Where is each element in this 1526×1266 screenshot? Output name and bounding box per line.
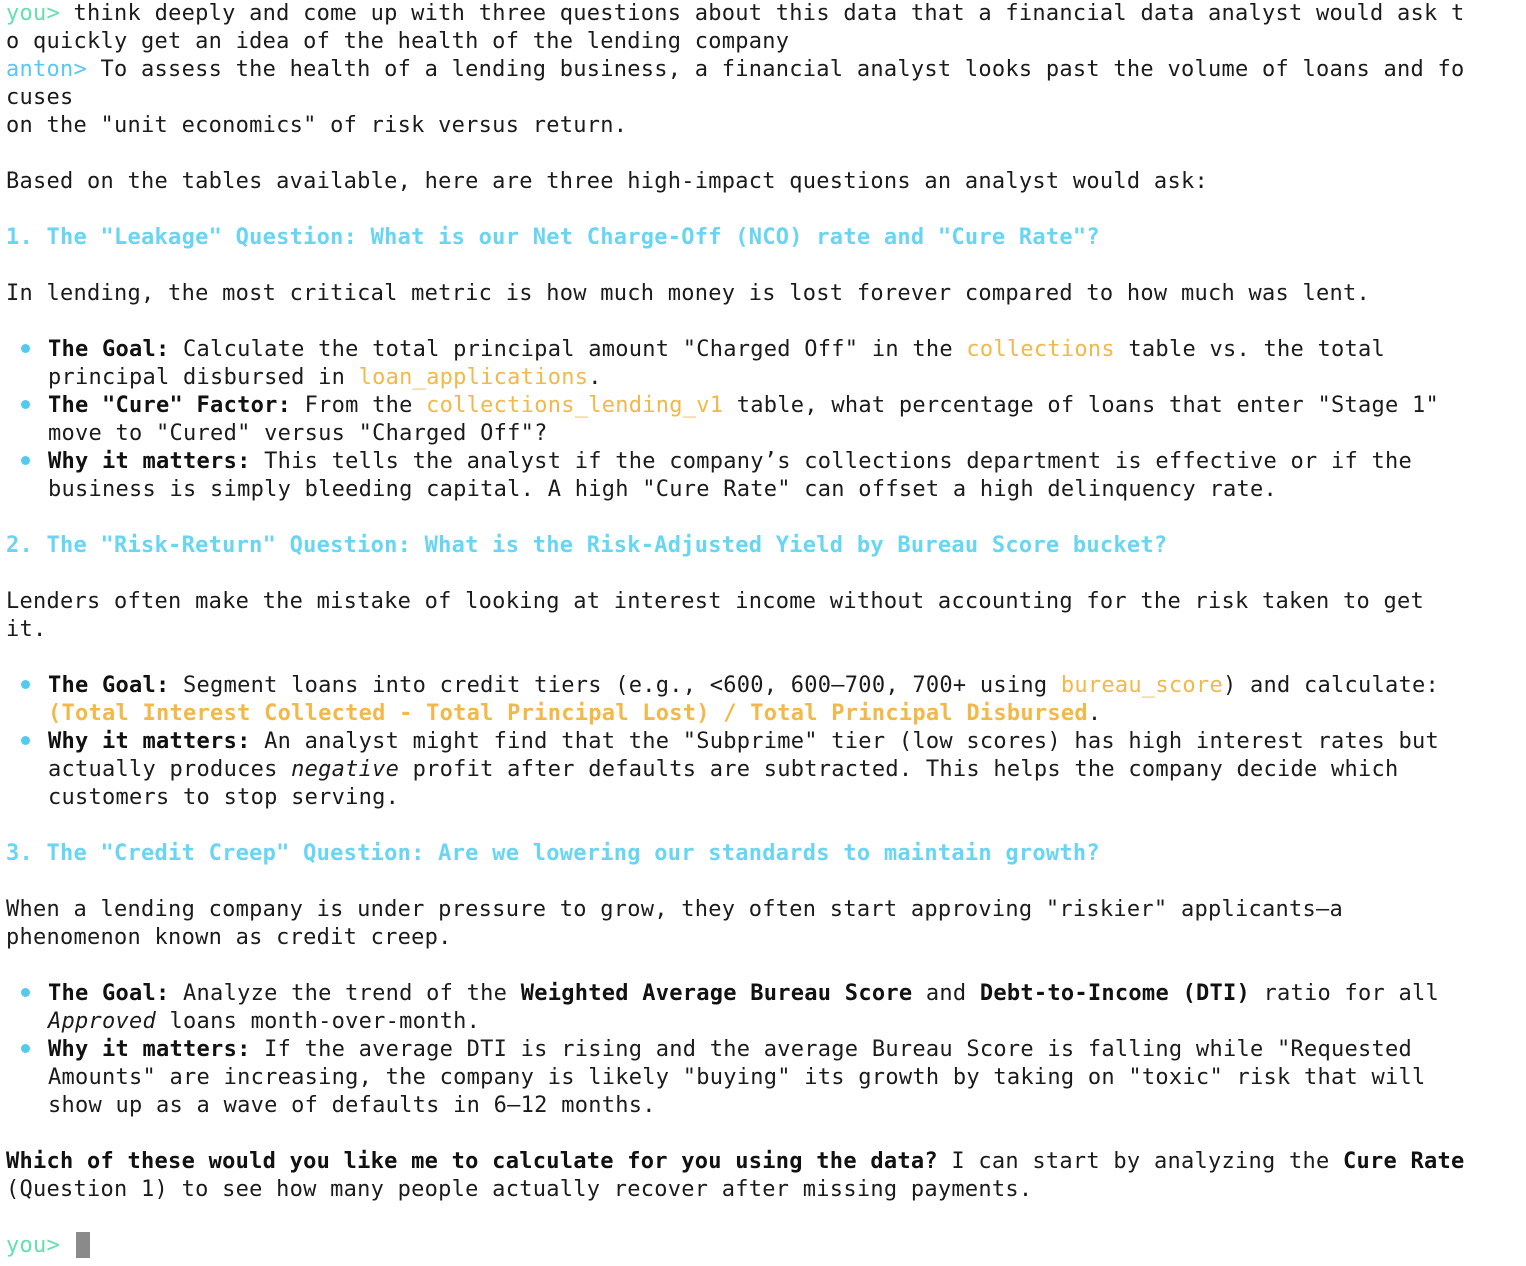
bullet-dot: [21, 988, 30, 997]
list-item-continuation: business is simply bleeding capital. A high "Cure Rate" can offset a high delinquency rate.: [48, 477, 1277, 502]
bullet-dot: [21, 344, 30, 353]
bullet-dot: [21, 680, 30, 689]
question-1-heading: 1. The "Leakage" Question: What is our Net Charge-Off (NCO) rate and "Cure Rate"?: [6, 225, 1100, 250]
user-message-line: you> think deeply and come up with three questions about this data that a financial data analyst would ask t: [6, 1, 1465, 26]
list-item-continuation: principal disbursed in loan_applications.: [48, 365, 602, 390]
question-3-heading: 3. The "Credit Creep" Question: Are we lowering our standards to maintain growth?: [6, 841, 1100, 866]
list-item-continuation: move to "Cured" versus "Charged Off"?: [48, 421, 548, 446]
question-3-paragraph: phenomenon known as credit creep.: [6, 925, 452, 950]
assistant-message-line: cuses: [6, 85, 74, 110]
bullet-dot: [21, 456, 30, 465]
question-2-paragraph: Lenders often make the mistake of looking at interest income without accounting for the risk taken to get: [6, 589, 1425, 614]
list-item: The "Cure" Factor: From the collections_lending_v1 table, what percentage of loans that enter "Stage 1": [48, 393, 1440, 418]
user-prompt: you>: [6, 1, 61, 26]
list-item: The Goal: Calculate the total principal amount "Charged Off" in the collections table vs. the total: [48, 337, 1386, 362]
inline-code: loan_applications: [358, 365, 589, 390]
list-item-continuation: Approved loans month-over-month.: [48, 1009, 481, 1034]
user-prompt: you>: [6, 1233, 61, 1258]
list-item: The Goal: Segment loans into credit tiers (e.g., <600, 600–700, 700+ using bureau_score) and calculate:: [48, 673, 1440, 698]
list-item-continuation: (Total Interest Collected - Total Principal Lost) / Total Principal Disbursed.: [48, 701, 1102, 726]
assistant-prompt: anton>: [6, 57, 88, 82]
assistant-message-line: on the "unit economics" of risk versus return.: [6, 113, 628, 138]
inline-code: collections_lending_v1: [426, 393, 724, 418]
bullet-dot: [21, 1044, 30, 1053]
lead-paragraph: Based on the tables available, here are three high-impact questions an analyst would ask:: [6, 169, 1208, 194]
list-item: Why it matters: An analyst might find that the "Subprime" tier (low scores) has high interest rates but: [48, 729, 1440, 754]
inline-code: collections: [966, 337, 1115, 362]
text-cursor[interactable]: [76, 1232, 90, 1258]
list-item: Why it matters: If the average DTI is rising and the average Bureau Score is falling while "Requested: [48, 1037, 1413, 1062]
closing-paragraph: (Question 1) to see how many people actually recover after missing payments.: [6, 1177, 1033, 1202]
bullet-dot: [21, 736, 30, 745]
assistant-message-line: anton> To assess the health of a lending business, a financial analyst looks past the volume of loans and fo: [6, 57, 1465, 82]
user-message-line: o quickly get an idea of the health of the lending company: [6, 29, 790, 54]
list-item-continuation: customers to stop serving.: [48, 785, 400, 810]
list-item-continuation: show up as a wave of defaults in 6–12 months.: [48, 1093, 656, 1118]
formula-text: (Total Interest Collected - Total Principal Lost) / Total Principal Disbursed: [48, 701, 1088, 726]
list-item: The Goal: Analyze the trend of the Weighted Average Bureau Score and Debt-to-Income (DTI) ratio for all: [48, 981, 1440, 1006]
list-item-continuation: Amounts" are increasing, the company is likely "buying" its growth by taking on "toxic" risk that will: [48, 1065, 1426, 1090]
list-item: Why it matters: This tells the analyst if the company’s collections department is effective or if the: [48, 449, 1413, 474]
bullet-dot: [21, 400, 30, 409]
question-3-paragraph: When a lending company is under pressure to grow, they often start approving "riskier" applicants—a: [6, 897, 1344, 922]
list-item-continuation: actually produces negative profit after defaults are subtracted. This helps the company decide which: [48, 757, 1399, 782]
closing-paragraph: Which of these would you like me to calculate for you using the data? I can start by analyzing the Cure Rate: [6, 1149, 1465, 1174]
inline-code: bureau_score: [1060, 673, 1223, 698]
question-1-paragraph: In lending, the most critical metric is how much money is lost forever compared to how much was lent.: [6, 281, 1371, 306]
question-2-paragraph: it.: [6, 617, 47, 642]
question-2-heading: 2. The "Risk-Return" Question: What is the Risk-Adjusted Yield by Bureau Score bucket?: [6, 533, 1168, 558]
input-line[interactable]: [6, 1232, 90, 1260]
